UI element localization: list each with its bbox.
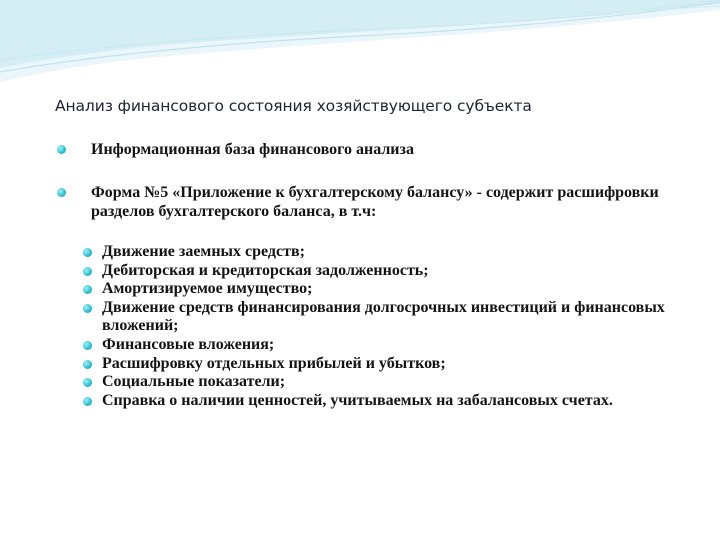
list-item [102, 299, 702, 336]
bullet-item [91, 140, 691, 159]
bullet-text: Форма №5 «Приложение к бухгалтерскому балансу» - содержит расшифровки разделов бухгалтерского баланса, в т.ч: [91, 184, 659, 220]
list-item-text: Расшифровку отдельных прибылей и убытков; [102, 354, 446, 372]
list-item-text: Движение заемных средств; [102, 243, 305, 260]
list-item [102, 280, 702, 299]
bullet-dot-icon [83, 341, 92, 350]
bullet-dot-icon [57, 188, 66, 197]
list-item [102, 262, 702, 281]
list-item [102, 392, 702, 411]
list-item [102, 336, 702, 355]
list-item-text: Финансовые вложения; [102, 335, 275, 353]
bullet-dot-icon [83, 248, 92, 257]
list-item [102, 243, 702, 262]
list-item-text: Социальные показатели; [102, 373, 286, 391]
bullet-dot-icon [83, 378, 92, 387]
bullet-dot-icon [83, 304, 92, 313]
bullet-dot-icon [83, 267, 92, 276]
slide-title: Анализ финансового состояния хозяйствующего субъекта [55, 97, 532, 115]
bullet-dot-icon [83, 397, 92, 406]
list-item-text: Движение средств финансирования долгосрочных инвестиций и финансовых вложений; [102, 298, 665, 335]
list-item-text: Справка о наличии ценностей, учитываемых на забалансовых счетах. [102, 391, 613, 409]
sub-bullet-list [102, 243, 702, 410]
decorative-wave-header [0, 0, 720, 90]
list-item [102, 373, 702, 392]
list-item [102, 355, 702, 374]
bullet-item [91, 183, 691, 221]
list-item-text: Дебиторская и кредиторская задолженность; [102, 261, 429, 279]
bullet-dot-icon [57, 145, 66, 154]
bullet-dot-icon [83, 360, 92, 369]
bullet-text: Информационная база финансового анализа [91, 141, 414, 158]
list-item-text: Амортизируемое имущество; [102, 280, 313, 298]
bullet-dot-icon [83, 285, 92, 294]
